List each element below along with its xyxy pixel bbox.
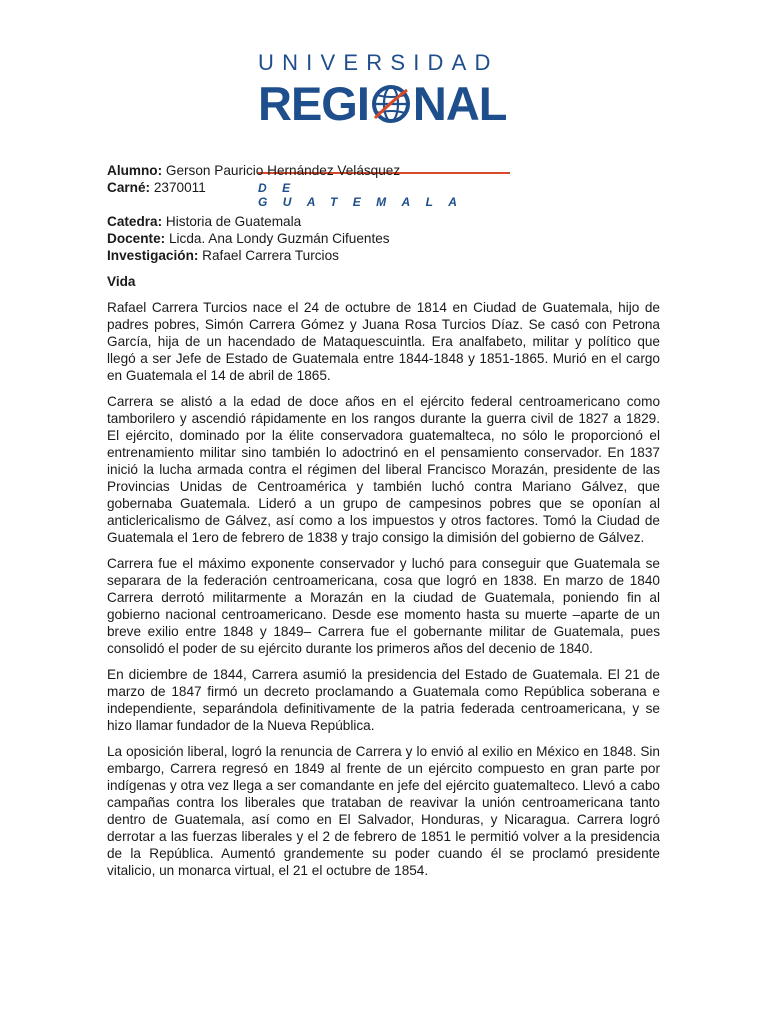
paragraph: En diciembre de 1844, Carrera asumió la presidencia del Estado de Guatemala. El 21 de marzo de 1847 firmó un decreto proclamando a Guatemala como República soberana e independiente, separándola definitivamente de la patria federada centroamericana, y se hizo llamar fundador de la Nueva República.	[107, 667, 660, 733]
spacer	[107, 264, 660, 273]
alumno-value: Gerson Pauricio Hernández Velásquez	[162, 163, 401, 178]
paragraph: Carrera se alistó a la edad de doce años en el ejército federal centroamericano como tamborilero y ascendió rápidamente en los rangos durante la guerra civil de 1827 a 1829. El ejército, dominado por la élite conservadora guatemalteca, no sólo le proporcionó el entrenamiento militar sino también lo adoctrinó en el pensamiento conservador. En 1837 inició la lucha armada contra el régimen del liberal Francisco Morazán, presidente de las Provincias Unidas de Centroamérica y también luchó contra Mariano Gálvez, que gobernaba Guatemala. Lideró a un grupo de campesinos pobres que se oponían al anticlericalismo de Gálvez, así como a los impuestos y otros factores. Tomó la Ciudad de Guatemala el 1ero de febrero de 1838 y trajo consigo la dimisión del gobierno de Gálvez.	[107, 394, 660, 545]
carne-line	[107, 179, 660, 196]
student-line	[107, 162, 660, 179]
paragraph: La oposición liberal, logró la renuncia de Carrera y lo envió al exilio en México en 1848. Sin embargo, Carrera regresó en 1849 al frente de un ejército compuesto en gran parte por indígenas y otra vez llega a ser comandante en jefe del ejército guatemalteco. Llevó a cabo campañas contra los liberales que trataban de reavivar la unión centroamericana tanto dentro de Guatemala, así como en El Salvador, Honduras, y Nicaragua. Carrera logró derrotar a las fuerzas liberales y el 2 de febrero de 1851 le permitió volver a la presidencia de la República. Aumentó grandemente su poder cuando él se proclamó presidente vitalicio, un monarca virtual, el 21 el octubre de 1854.	[107, 744, 660, 878]
carne-label: Carné:	[107, 180, 151, 195]
docente-value: Licda. Ana Londy Guzmán Cifuentes	[165, 231, 390, 246]
paragraph: Rafael Carrera Turcios nace el 24 de octubre de 1814 en Ciudad de Guatemala, hijo de padres pobres, Simón Carrera Gómez y Juana Rosa Turcios Díaz. Se casó con Petrona García, hija de un hacendado de Mataquescuintla. Era analfabeto, militar y político que llegó a ser Jefe de Estado de Guatemala entre 1844-1848 y 1851-1865. Murió en el cargo en Guatemala el 14 de abril de 1865.	[107, 300, 660, 383]
section-title: Vida	[107, 274, 136, 289]
document-body	[107, 162, 660, 888]
investigacion-value: Rafael Carrera Turcios	[198, 248, 339, 263]
logo-regional-right: NAL	[412, 77, 507, 130]
docente-line	[107, 230, 660, 247]
spacer	[107, 196, 660, 213]
investigacion-line	[107, 247, 660, 264]
logo-word-de-guatemala: DE GUATEMALA	[258, 181, 473, 209]
catedra-line	[107, 213, 660, 230]
alumno-label: Alumno:	[107, 163, 163, 178]
catedra-value: Historia de Guatemala	[162, 214, 302, 229]
catedra-label: Catedra:	[107, 214, 163, 229]
carne-value: 2370011	[150, 180, 206, 195]
docente-label: Docente:	[107, 231, 166, 246]
logo-word-regional	[258, 76, 510, 132]
investigacion-label: Investigación:	[107, 248, 199, 263]
paragraph: Carrera fue el máximo exponente conservador y luchó para conseguir que Guatemala se separara de la federación centroamericana, cosa que logró en 1838. En marzo de 1840 Carrera derrotó militarmente a Morazán en la ciudad de Guatemala, poniendo fin al gobierno nacional centroamericano. Desde ese momento hasta su muerte –aparte de un breve exilio entre 1848 y 1849– Carrera fue el gobernante militar de Guatemala, pues consolidó el poder de su ejército durante los primeros años del decenio de 1840.	[107, 556, 660, 656]
globe-icon	[371, 84, 411, 124]
logo-word-universidad: UNIVERSIDAD	[258, 50, 499, 75]
logo-regional-left: REGI	[258, 77, 369, 130]
